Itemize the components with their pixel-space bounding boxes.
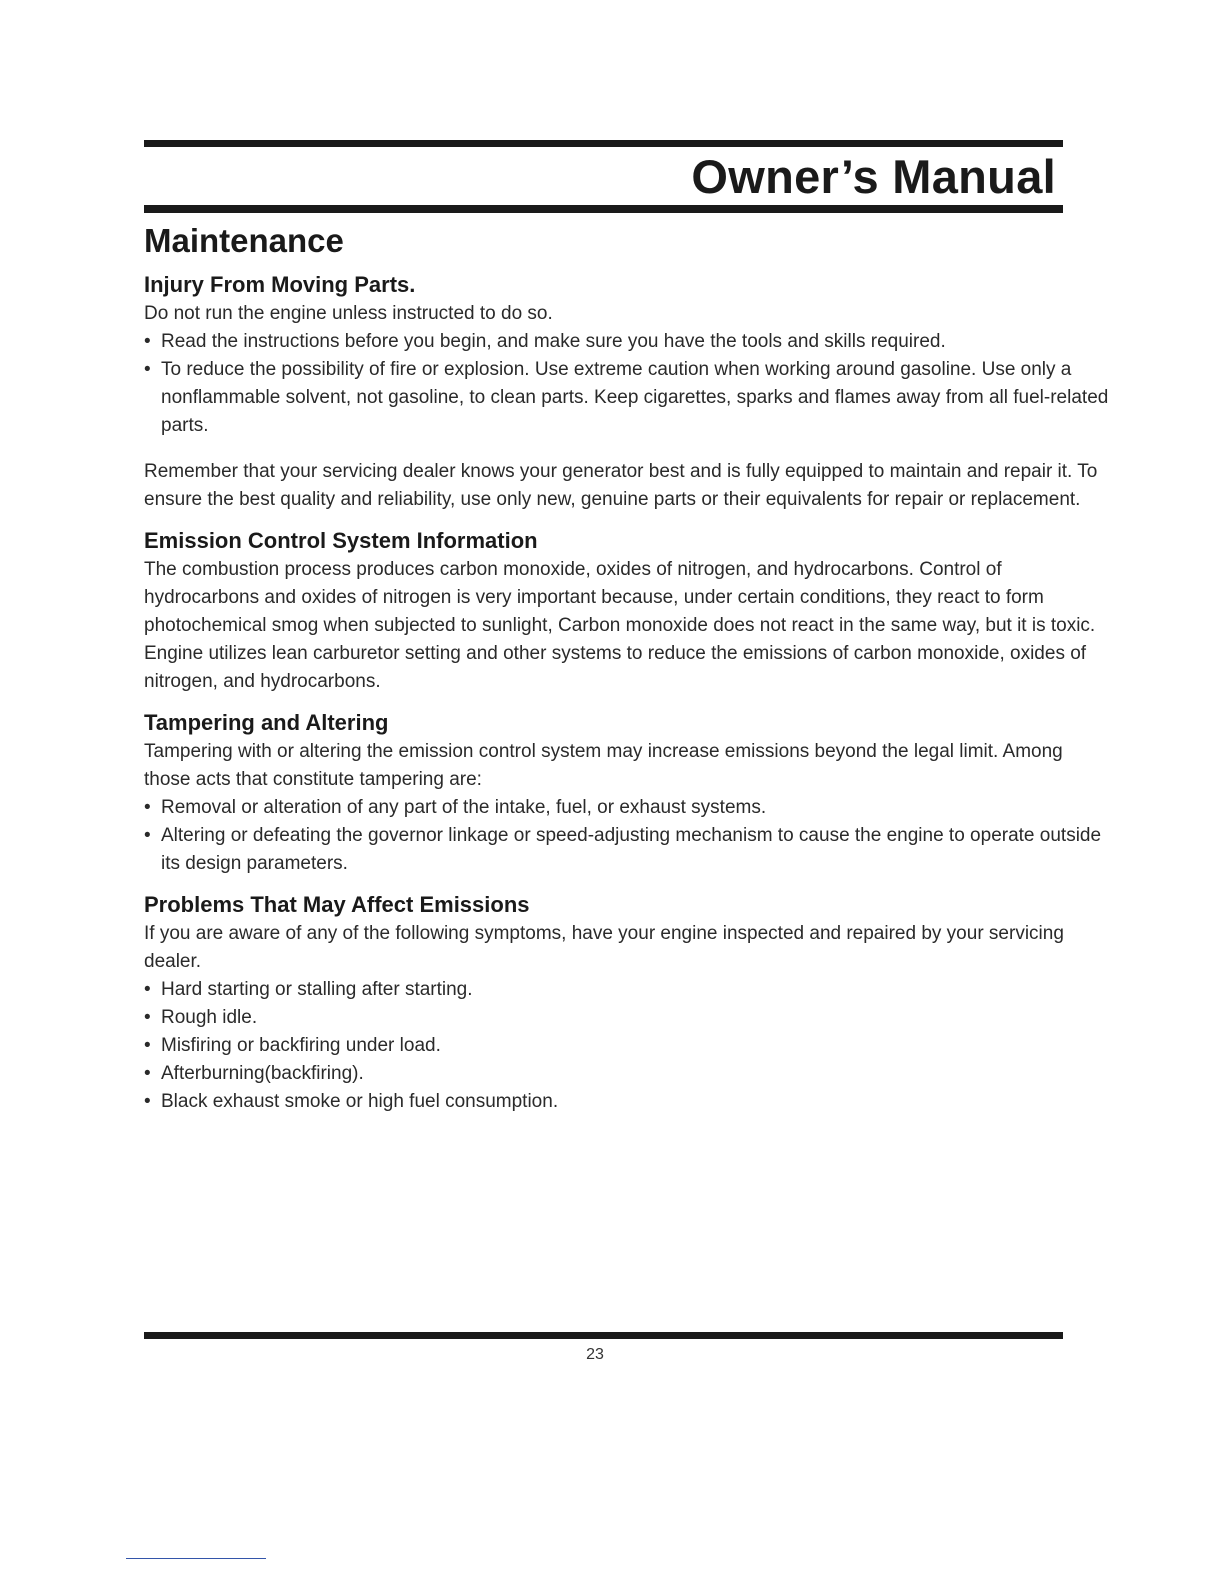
emission-body: The combustion process produces carbon monoxide, oxides of nitrogen, and hydrocarbons. Control of hydrocarbons and oxides of nitrogen is very important because, under certain conditions, they react to form photochemical smog when subjected to sunlight, Carbon monoxide does not react in the same way, but it is toxic. Engine utilizes lean carburetor setting and other systems to reduce the emissions of carbon monoxide, oxides of nitrogen, and hydrocarbons. [144, 559, 1096, 692]
list-item: • Afterburning(backfiring). [144, 1060, 1114, 1088]
injury-intro: Do not run the engine unless instructed to do so. [144, 303, 553, 324]
list-item: • Black exhaust smoke or high fuel consumption. [144, 1088, 1114, 1116]
section-title: Maintenance [144, 222, 344, 259]
document-title: Owner’s Manual [691, 150, 1056, 203]
injury-heading: Injury From Moving Parts. [144, 272, 416, 297]
emission-heading: Emission Control System Information [144, 528, 538, 553]
problems-bullet-list [144, 976, 1114, 1116]
tampering-bullet-list [144, 794, 1114, 878]
header-rule-top [144, 140, 1063, 147]
list-item: • Removal or alteration of any part of the intake, fuel, or exhaust systems. [144, 794, 1114, 822]
tampering-intro: Tampering with or altering the emission control system may increase emissions beyond the legal limit. Among those acts that constitute tampering are: [144, 741, 1063, 790]
servicing-note: Remember that your servicing dealer knows your generator best and is fully equipped to maintain and repair it. To ensure the best quality and reliability, use only new, genuine parts or their equivalents for repair or replacement. [144, 461, 1098, 510]
problems-intro: If you are aware of any of the following symptoms, have your engine inspected and repaired by your servicing dealer. [144, 923, 1064, 972]
list-item: • Hard starting or stalling after starting. [144, 976, 1114, 1004]
problems-heading: Problems That May Affect Emissions [144, 892, 530, 917]
header-rule-bottom [144, 205, 1063, 213]
page-content [144, 270, 1114, 1116]
tampering-heading: Tampering and Altering [144, 710, 389, 735]
list-item: • Rough idle. [144, 1004, 1114, 1032]
list-item: • Misfiring or backfiring under load. [144, 1032, 1114, 1060]
footer-divider [126, 1558, 266, 1559]
page-number: 23 [586, 1346, 604, 1363]
footer-rule [144, 1332, 1063, 1339]
injury-bullet-list [144, 328, 1114, 440]
list-item: • To reduce the possibility of fire or explosion. Use extreme caution when working around gasoline. Use only a nonflammable solvent, not gasoline, to clean parts. Keep cigarettes, sparks and flames away from all fuel-related parts. [144, 356, 1114, 440]
list-item: • Altering or defeating the governor linkage or speed-adjusting mechanism to cause the engine to operate outside its design parameters. [144, 822, 1114, 878]
list-item: • Read the instructions before you begin, and make sure you have the tools and skills required. [144, 328, 1114, 356]
